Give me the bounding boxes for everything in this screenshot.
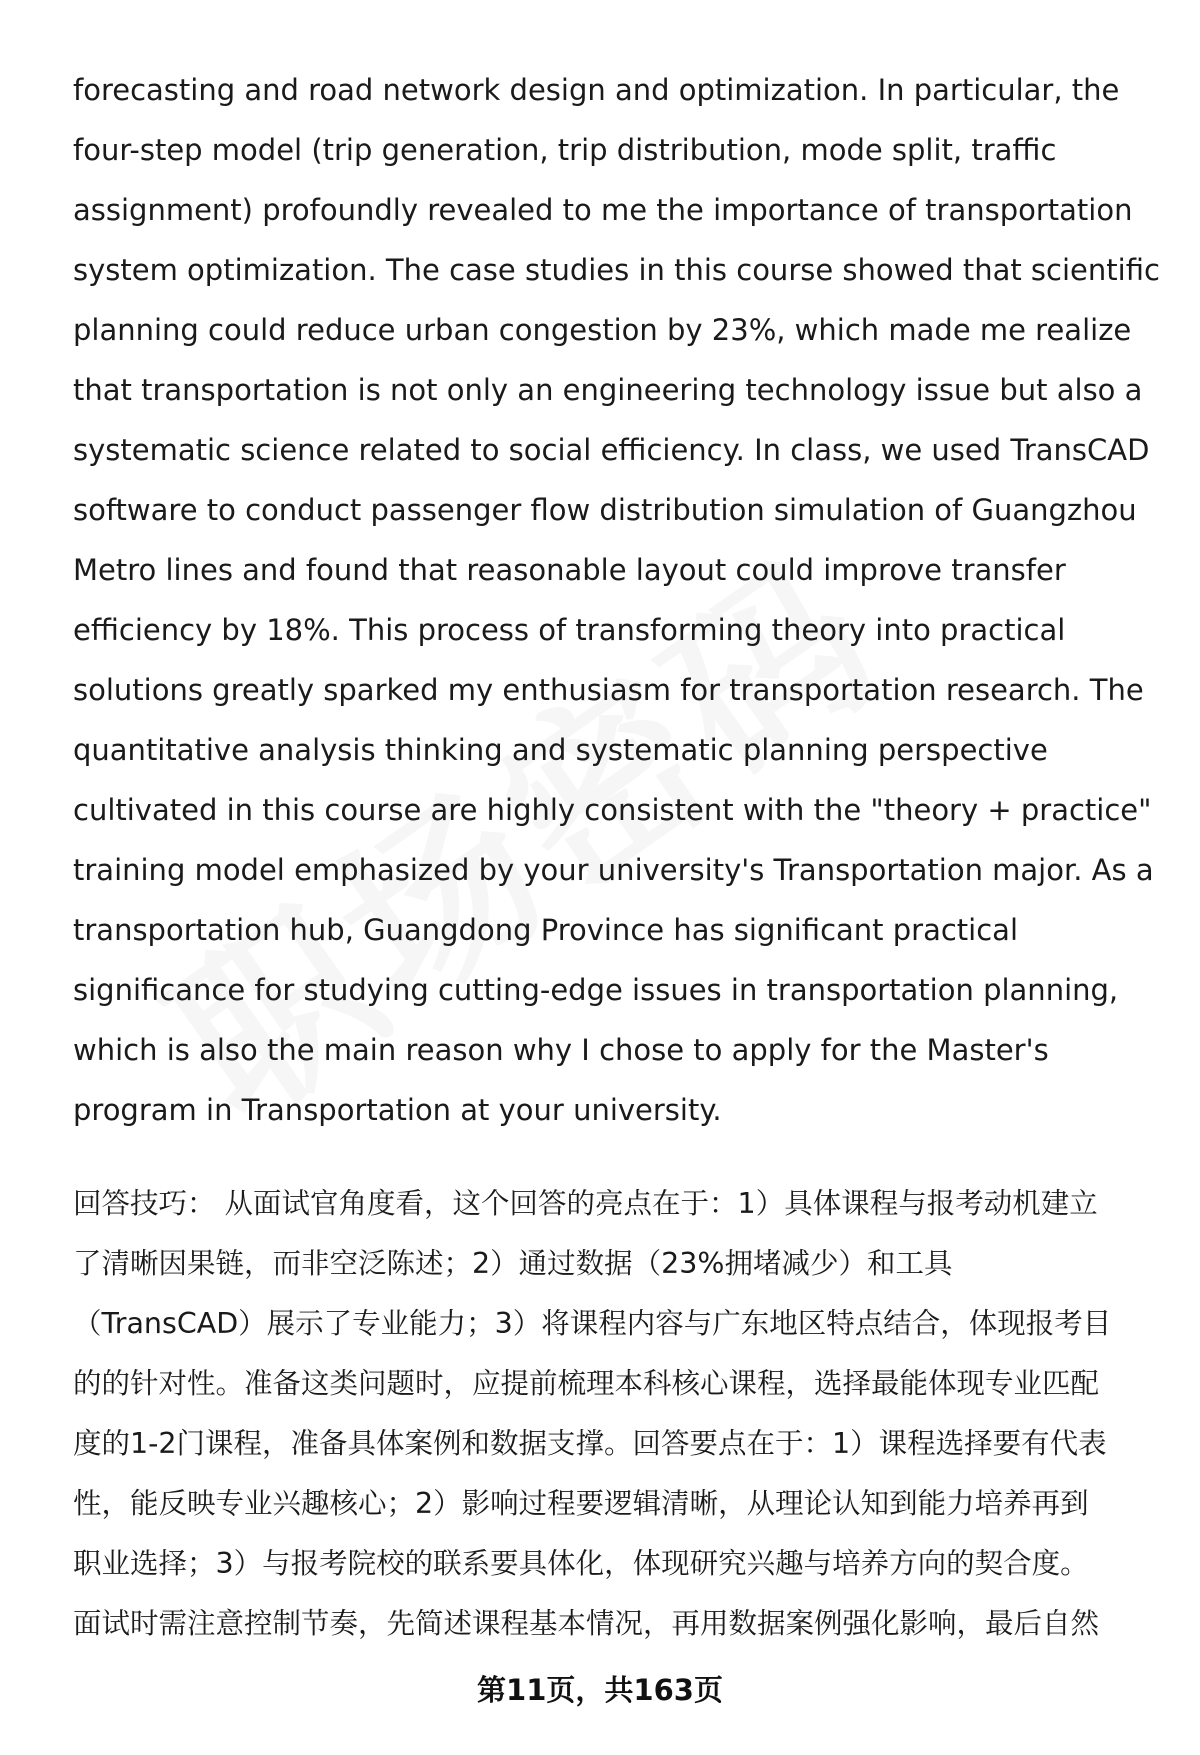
body-line: program in Transportation at your university.	[73, 1093, 722, 1127]
body-paragraph	[73, 60, 1160, 1140]
body-line: Metro lines and found that reasonable layout could improve transfer	[73, 553, 1066, 587]
body-line: efficiency by 18%. This process of transforming theory into practical	[73, 613, 1066, 647]
page-number-footer: 第11页，共163页	[477, 1673, 723, 1707]
body-line: training model emphasized by your university's Transportation major. As a	[73, 853, 1154, 887]
body-line: transportation hub, Guangdong Province has significant practical	[73, 913, 1019, 947]
body-line: systematic science related to social efficiency. In class, we used TransCAD	[73, 433, 1150, 467]
body-line: cultivated in this course are highly consistent with the "theory + practice"	[73, 793, 1152, 827]
body-line: solutions greatly sparked my enthusiasm for transportation research. The	[73, 673, 1144, 707]
tips-line: 性，能反映专业兴趣核心；2）影响过程要逻辑清晰，从理论认知到能力培养再到	[73, 1487, 1089, 1520]
body-line: four-step model (trip generation, trip distribution, mode split, traffic	[73, 133, 1057, 167]
body-line: software to conduct passenger flow distribution simulation of Guangzhou	[73, 493, 1137, 527]
body-line: assignment) profoundly revealed to me the importance of transportation	[73, 193, 1133, 227]
tips-line: 了清晰因果链，而非空泛陈述；2）通过数据（23%拥堵减少）和工具	[73, 1247, 953, 1280]
tips-line: 的的针对性。准备这类问题时，应提前梳理本科核心课程，选择最能体现专业匹配	[73, 1367, 1100, 1400]
tips-line: 回答技巧： 从面试官角度看，这个回答的亮点在于：1）具体课程与报考动机建立	[73, 1187, 1098, 1220]
body-line: planning could reduce urban congestion by 23%, which made me realize	[73, 313, 1132, 347]
tips-line: 面试时需注意控制节奏，先简述课程基本情况，再用数据案例强化影响，最后自然	[73, 1607, 1100, 1640]
tips-line: 职业选择；3）与报考院校的联系要具体化，体现研究兴趣与培养方向的契合度。	[73, 1547, 1089, 1580]
body-line: quantitative analysis thinking and systematic planning perspective	[73, 733, 1048, 767]
tips-line: （TransCAD）展示了专业能力；3）将课程内容与广东地区特点结合，体现报考目	[73, 1307, 1112, 1340]
tips-line: 度的1-2门课程，准备具体案例和数据支撑。回答要点在于：1）课程选择要有代表	[73, 1427, 1107, 1460]
answer-tips-paragraph	[73, 1174, 1153, 1654]
document-page	[73, 60, 1160, 1654]
body-line: significance for studying cutting-edge issues in transportation planning,	[73, 973, 1119, 1007]
body-line: that transportation is not only an engineering technology issue but also a	[73, 373, 1143, 407]
body-line: forecasting and road network design and optimization. In particular, the	[73, 73, 1120, 107]
body-line: system optimization. The case studies in this course showed that scientific	[73, 253, 1160, 287]
body-line: which is also the main reason why I chose to apply for the Master's	[73, 1033, 1049, 1067]
